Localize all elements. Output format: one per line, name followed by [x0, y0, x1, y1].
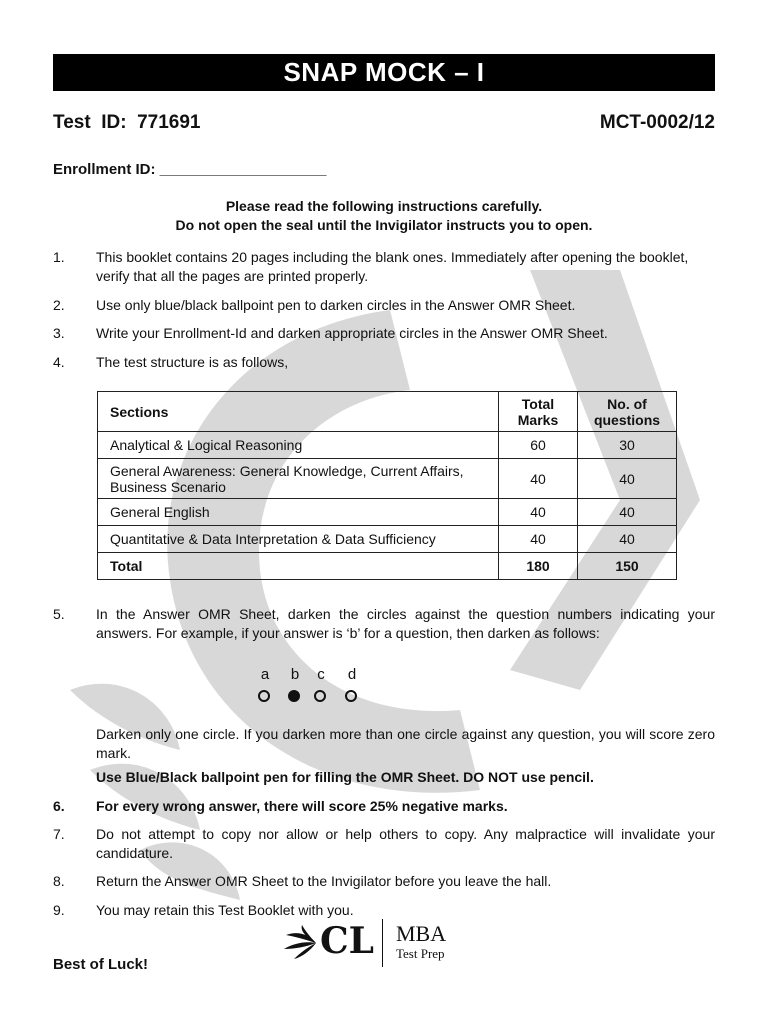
item-number: 8.	[53, 873, 65, 889]
enrollment-id-field: Enrollment ID: ____________________	[53, 161, 327, 178]
table-row	[98, 432, 677, 459]
omr-bubble-b-filled	[288, 690, 300, 702]
test-code: MCT-0002/12	[599, 112, 715, 133]
instruction-item	[53, 248, 715, 286]
pen-note	[53, 768, 715, 787]
item-number: 9.	[53, 902, 65, 918]
item-number: 7.	[53, 826, 65, 842]
instruction-item	[53, 296, 715, 315]
no-of-questions: 40	[578, 526, 677, 553]
omr-bubble-d	[345, 690, 357, 702]
item-number: 6.	[53, 798, 65, 814]
table-total-row	[98, 553, 677, 580]
table-row	[98, 526, 677, 553]
section-name: Quantitative & Data Interpretation & Data Sufficiency	[98, 526, 499, 553]
omr-bubble-c	[314, 690, 326, 702]
instruction-item	[53, 605, 715, 643]
item-text: For every wrong answer, there will score 25% negative marks.	[96, 798, 508, 814]
omr-letter: c	[317, 666, 325, 683]
section-name: Analytical & Logical Reasoning	[98, 432, 499, 459]
logo-divider	[382, 919, 383, 967]
item-text: Return the Answer OMR Sheet to the Invigilator before you leave the hall.	[96, 873, 552, 889]
total-marks: 40	[499, 459, 578, 499]
instruction-item	[53, 797, 715, 816]
omr-bubble-a	[258, 690, 270, 702]
item-number: 5.	[53, 606, 65, 622]
omr-letter: a	[260, 666, 270, 683]
table-row	[98, 499, 677, 526]
instruction-item	[53, 872, 715, 891]
logo-test-prep: Test Prep	[396, 946, 445, 961]
no-of-questions: 30	[578, 432, 677, 459]
total-marks: 60	[499, 432, 578, 459]
test-id: Test ID: 771691	[53, 112, 201, 133]
item-number: 4.	[53, 354, 65, 370]
swirl-icon	[278, 925, 318, 961]
item-number: 2.	[53, 297, 65, 313]
darken-note	[53, 725, 715, 763]
pen-note-text: Use Blue/Black ballpoint pen for filling the OMR Sheet. DO NOT use pencil.	[96, 769, 594, 785]
logo-mba: MBA	[396, 921, 447, 946]
item-text: In the Answer OMR Sheet, darken the circles against the question numbers indicating your answers. For example, if your answer is ‘b’ for a question, then darken as follows:	[96, 606, 715, 641]
item-number: 3.	[53, 325, 65, 341]
header-total-marks: Total Marks	[499, 392, 578, 432]
darken-note-text: Darken only one circle. If you darken more than one circle against any question, you will score zero mark.	[96, 726, 715, 761]
total-marks: 40	[499, 499, 578, 526]
logo-brand: CL	[320, 920, 374, 962]
page-title: SNAP MOCK – I	[53, 54, 715, 91]
omr-letter: b	[290, 666, 300, 683]
table-row	[98, 459, 677, 499]
instructions-heading-line-2: Do not open the seal until the Invigilator instructs you to open.	[175, 217, 593, 233]
item-number: 1.	[53, 249, 65, 265]
header-sections: Sections	[98, 392, 499, 432]
section-name: General English	[98, 499, 499, 526]
item-text: The test structure is as follows,	[96, 354, 289, 370]
instruction-item	[53, 825, 715, 863]
item-text: This booklet contains 20 pages including the blank ones. Immediately after opening the booklet, verify that all the pages are printed properly.	[96, 249, 689, 284]
item-text: Write your Enrollment-Id and darken appropriate circles in the Answer OMR Sheet.	[96, 325, 608, 341]
total-marks: 180	[499, 553, 578, 580]
no-of-questions: 40	[578, 459, 677, 499]
item-text: Use only blue/black ballpoint pen to darken circles in the Answer OMR Sheet.	[96, 297, 576, 313]
instruction-item	[53, 324, 715, 343]
test-structure-table	[97, 391, 677, 580]
omr-letter: d	[347, 666, 357, 683]
total-marks: 40	[499, 526, 578, 553]
item-text: You may retain this Test Booklet with you.	[96, 902, 354, 918]
section-name: Total	[98, 553, 499, 580]
cl-mba-logo	[278, 915, 478, 971]
section-name: General Awareness: General Knowledge, Current Affairs, Business Scenario	[98, 459, 499, 499]
no-of-questions: 40	[578, 499, 677, 526]
header-no-of-questions: No. of questions	[578, 392, 677, 432]
best-of-luck: Best of Luck!	[53, 956, 149, 973]
item-text: Do not attempt to copy nor allow or help others to copy. Any malpractice will invalidate your candidature.	[96, 826, 715, 861]
instruction-item	[53, 353, 715, 372]
instructions-heading-line-1: Please read the following instructions carefully.	[225, 198, 543, 214]
table-header-row	[98, 392, 677, 432]
no-of-questions: 150	[578, 553, 677, 580]
